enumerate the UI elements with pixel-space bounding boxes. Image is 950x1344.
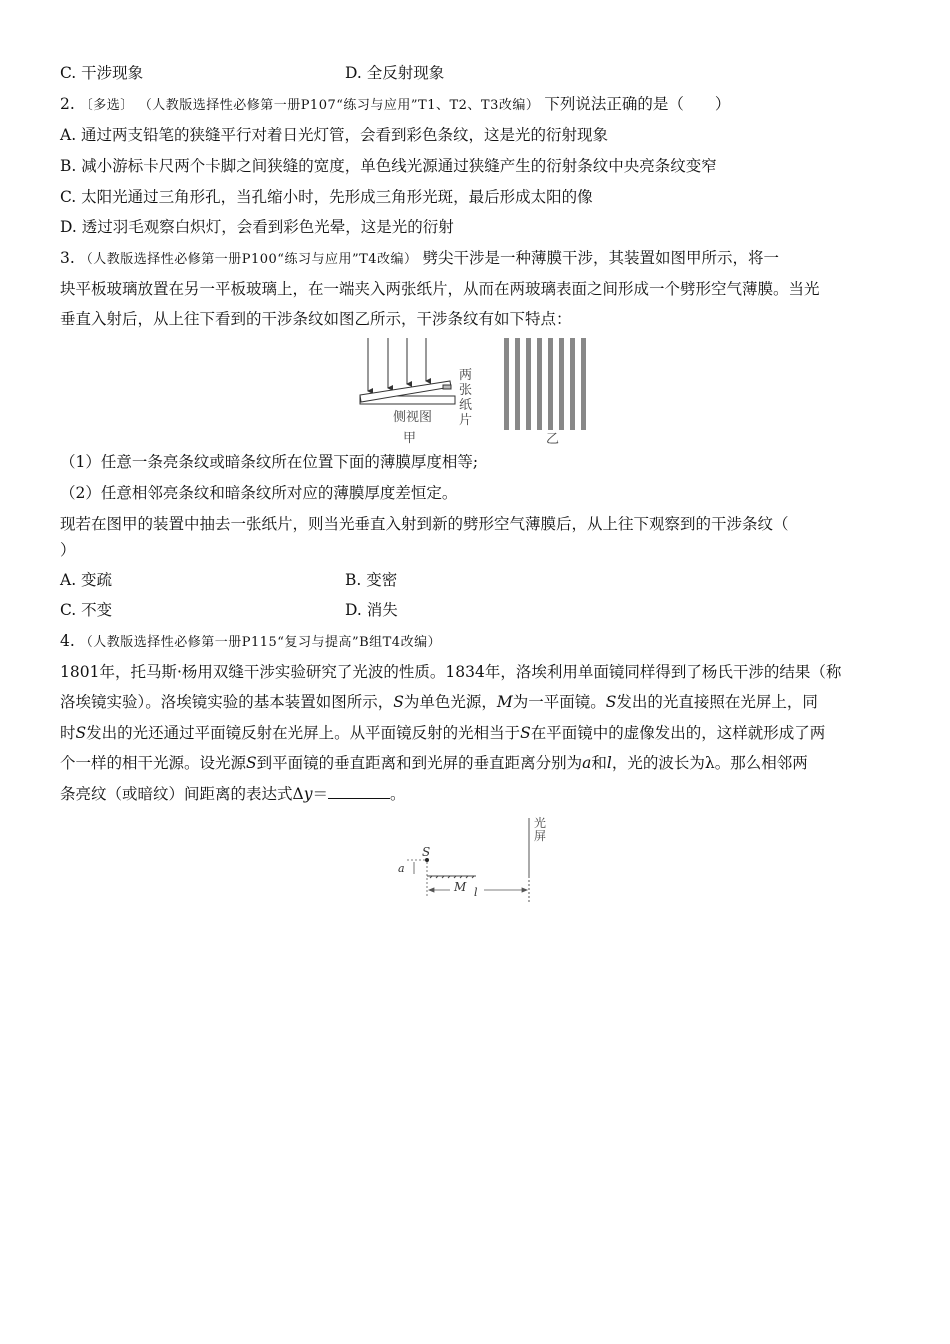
distance-l-marker	[429, 888, 527, 892]
q4-line4-text-c: 和	[591, 754, 607, 772]
q4-line5	[60, 784, 406, 804]
q2-tag: 〔多选〕	[79, 98, 134, 113]
q4-line3-text-a: 时	[60, 724, 76, 742]
q4-var-l: l	[606, 754, 612, 772]
caption-jia: 甲	[403, 431, 417, 446]
q4-var-a: a	[582, 754, 592, 772]
q4-header	[60, 631, 441, 653]
q4-var-y: y	[303, 785, 313, 803]
q3-option-a: A. 变疏	[60, 571, 113, 589]
q4-line1: 1801年，托马斯·杨用双缝干涉实验研究了光波的性质。1834年，洛埃利用单面镜同样得到了杨氏干涉的结果（称	[60, 663, 842, 681]
paper-label-1: 两	[459, 368, 473, 383]
a-label: a	[398, 862, 405, 875]
prev-option-c: C. 干涉现象	[60, 64, 144, 82]
q4-line2-text-a: 洛埃镜实验）。洛埃镜实验的基本装置如图所示，	[60, 693, 394, 711]
paper-label-2: 张	[459, 383, 473, 398]
q3-options-ab	[60, 570, 398, 590]
q4-line2-text-b: 为单色光源，	[403, 693, 497, 711]
q3-question-line1: 现若在图甲的装置中抽去一张纸片，则当光垂直入射到新的劈形空气薄膜后，从上往下观察到的干涉条纹（	[60, 515, 789, 533]
q3-question-line2: ）	[60, 541, 76, 559]
q3-feature-1: （1）任意一条亮条纹或暗条纹所在位置下面的薄膜厚度相等;	[60, 453, 479, 471]
interference-fringes	[504, 338, 586, 430]
q3-figure	[355, 333, 600, 448]
mirror-label: M	[454, 880, 467, 894]
q4-line2	[60, 692, 818, 712]
q2-option-a: A. 通过两支铅笔的狭缝平行对着日光灯管，会看到彩色条纹，这是光的衍射现象	[60, 126, 609, 144]
q2-stem: 下列说法正确的是（ ）	[544, 95, 731, 113]
q2-number: 2.	[60, 95, 75, 113]
q4-line3-text-b: 发出的光还通过平面镜反射在光屏上。从平面镜反射的光相当于	[86, 724, 521, 742]
prev-question-options	[60, 63, 445, 83]
distance-a-marker	[407, 860, 427, 874]
q4-line3	[60, 723, 825, 743]
l-label: l	[474, 886, 478, 899]
q4-var-s: S	[75, 724, 87, 742]
q4-var-s: S	[246, 754, 257, 772]
q2-option-c: C. 太阳光通过三角形孔，当孔缩小时，先形成三角形光斑，最后形成太阳的像	[60, 188, 593, 206]
q3-stem-line3: 垂直入射后，从上往下看到的干涉条纹如图乙所示，干涉条纹有如下特点：	[60, 310, 572, 328]
glass-plates	[360, 381, 455, 404]
q4-source: （人教版选择性必修第一册P115“复习与提高”B组T4改编）	[79, 635, 442, 650]
q4-line4	[60, 753, 808, 773]
paper-label-3: 纸	[459, 398, 473, 413]
q3-feature-2: （2）任意相邻亮条纹和暗条纹所对应的薄膜厚度差恒定。	[60, 484, 458, 502]
paper-label-4: 片	[459, 413, 473, 428]
q3-option-d: D. 消失	[345, 601, 398, 619]
side-view-label: 侧视图	[393, 410, 433, 425]
q4-line4-text-d: ，光的波长为λ。那么相邻两	[611, 754, 808, 772]
q3-option-c: C. 不变	[60, 601, 113, 619]
q4-var-m: M	[496, 693, 513, 711]
source-label: S	[422, 845, 431, 859]
q4-var-s: S	[605, 693, 617, 711]
q4-line4-text-a: 个一样的相干光源。设光源	[60, 754, 247, 772]
q3-stem-line1: 劈尖干涉是一种薄膜干涉，其装置如图甲所示，将一	[422, 249, 779, 267]
q4-line2-text-d: 发出的光直接照在光屏上，同	[616, 693, 818, 711]
prev-option-d: D. 全反射现象	[345, 64, 445, 82]
screen-label-2: 屏	[534, 829, 547, 843]
q2-option-d: D. 透过羽毛观察白炽灯，会看到彩色光晕，这是光的衍射	[60, 218, 454, 236]
screen-label-1: 光	[534, 816, 547, 830]
q2-option-b: B. 减小游标卡尺两个卡脚之间狭缝的宽度，单色线光源通过狭缝产生的衍射条纹中央亮条纹变窄	[60, 157, 717, 175]
plane-mirror	[427, 876, 476, 878]
q3-option-b: B. 变密	[345, 571, 398, 589]
q2-source: （人教版选择性必修第一册P107“练习与应用”T1、T2、T3改编）	[138, 98, 540, 113]
q4-line5-text-c: 。	[389, 785, 406, 803]
q3-number: 3.	[60, 249, 75, 267]
q2-header	[60, 94, 730, 116]
q4-line3-text-c: 在平面镜中的虚像发出的，这样就形成了两	[530, 724, 826, 742]
q4-line2-text-c: 为一平面镜。	[512, 693, 606, 711]
q4-figure	[392, 812, 557, 904]
q3-stem-line2: 块平板玻璃放置在另一平板玻璃上，在一端夹入两张纸片，从而在两玻璃表面之间形成一个劈形空气薄膜。当光	[60, 280, 820, 298]
caption-yi: 乙	[546, 432, 560, 447]
q4-line4-text-b: 到平面镜的垂直距离和到光屏的垂直距离分别为	[256, 754, 583, 772]
answer-blank	[328, 784, 390, 799]
incident-light-arrows	[368, 338, 426, 391]
q4-number: 4.	[60, 632, 75, 650]
q4-line5-text-b: ＝	[312, 785, 328, 803]
q4-var-s: S	[393, 693, 404, 711]
q4-line5-text-a: 条亮纹（或暗纹）间距离的表达式Δ	[60, 785, 304, 803]
q4-var-s: S	[520, 724, 531, 742]
q3-header	[60, 248, 779, 270]
q3-source: （人教版选择性必修第一册P100“练习与应用”T4改编）	[79, 252, 418, 267]
q3-options-cd	[60, 600, 398, 620]
